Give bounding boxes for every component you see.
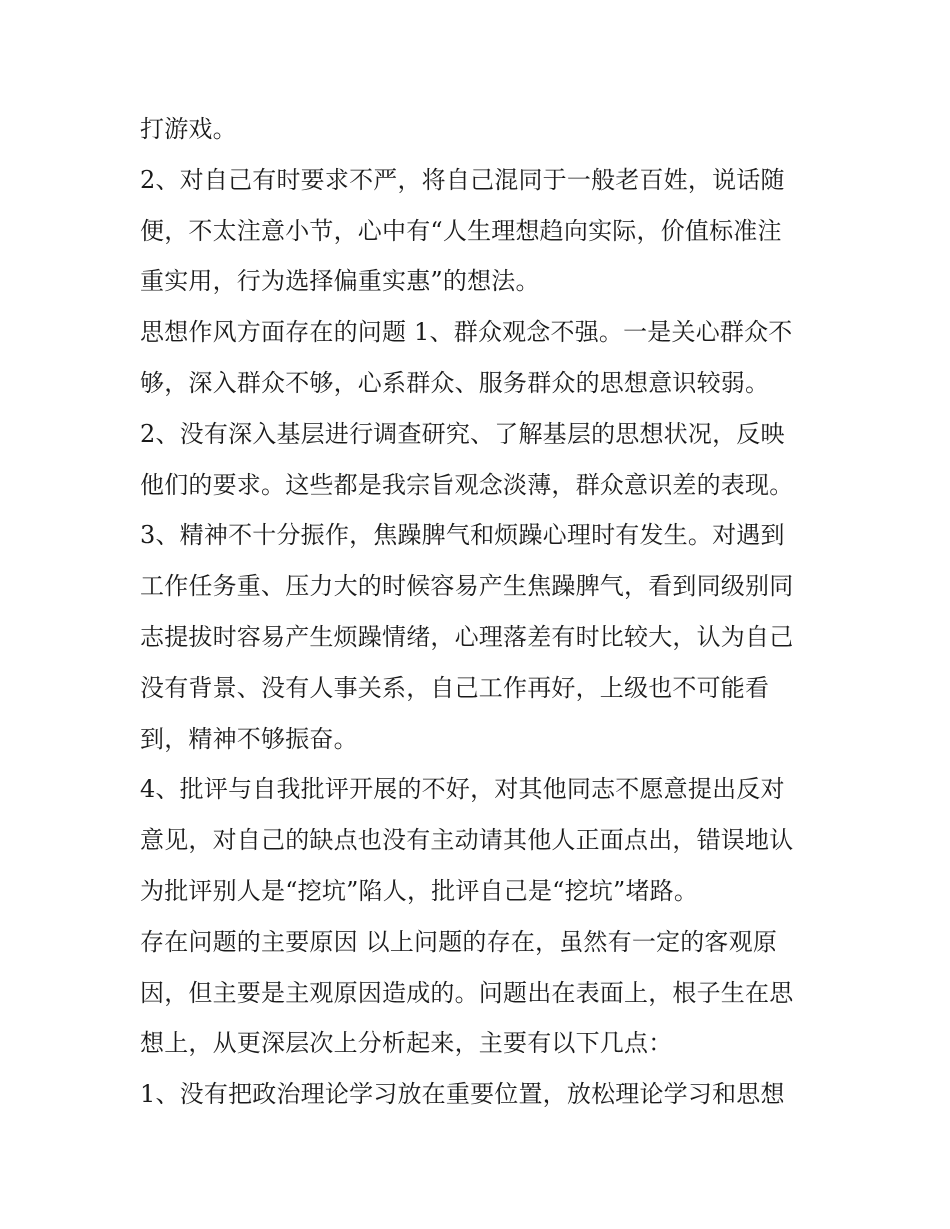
text-line: 打游戏。 — [140, 115, 237, 143]
text-line: 3、精神不十分振作，焦躁脾气和烦躁心理时有发生。对遇到 — [140, 521, 785, 550]
text-line: 便，不太注意小节，心中有“人生理想趋向实际，价值标准注 — [140, 216, 782, 245]
text-line: 因，但主要是主观原因造成的。问题出在表面上，根子生在思 — [140, 978, 794, 1007]
document-body — [140, 104, 820, 1120]
text-line: 思想作风方面存在的问题 1、群众观念不强。一是关心群众不 — [140, 318, 793, 347]
text-line: 为批评别人是“挖坑”陷人，批评自己是“挖坑”堵路。 — [140, 876, 699, 905]
text-line: 他们的要求。这些都是我宗旨观念淡薄，群众意识差的表现。 — [140, 470, 794, 499]
text-line: 没有背景、没有人事关系，自己工作再好，上级也不可能看 — [140, 673, 770, 702]
text-line: 意见，对自己的缺点也没有主动请其他人正面点出，错误地认 — [140, 826, 794, 855]
text-line: 1、没有把政治理论学习放在重要位置，放松理论学习和思想 — [140, 1080, 785, 1109]
text-line: 4、批评与自我批评开展的不好，对其他同志不愿意提出反对 — [140, 775, 785, 804]
text-line: 志提拔时容易产生烦躁情绪，心理落差有时比较大，认为自己 — [140, 622, 794, 651]
text-line: 存在问题的主要原因 以上问题的存在，虽然有一定的客观原 — [140, 927, 778, 956]
text-line: 够，深入群众不够，心系群众、服务群众的思想意识较弱。 — [140, 368, 770, 397]
text-line: 2、没有深入基层进行调查研究、了解基层的思想状况，反映 — [140, 419, 785, 448]
text-line: 重实用，行为选择偏重实惠”的想法。 — [140, 267, 540, 296]
text-line: 2、对自己有时要求不严，将自己混同于一般老百姓，说话随 — [140, 165, 785, 194]
text-line: 想上，从更深层次上分析起来，主要有以下几点： — [140, 1029, 673, 1058]
text-line: 工作任务重、压力大的时候容易产生焦躁脾气，看到同级别同 — [140, 572, 794, 601]
text-line: 到，精神不够振奋。 — [140, 724, 358, 753]
